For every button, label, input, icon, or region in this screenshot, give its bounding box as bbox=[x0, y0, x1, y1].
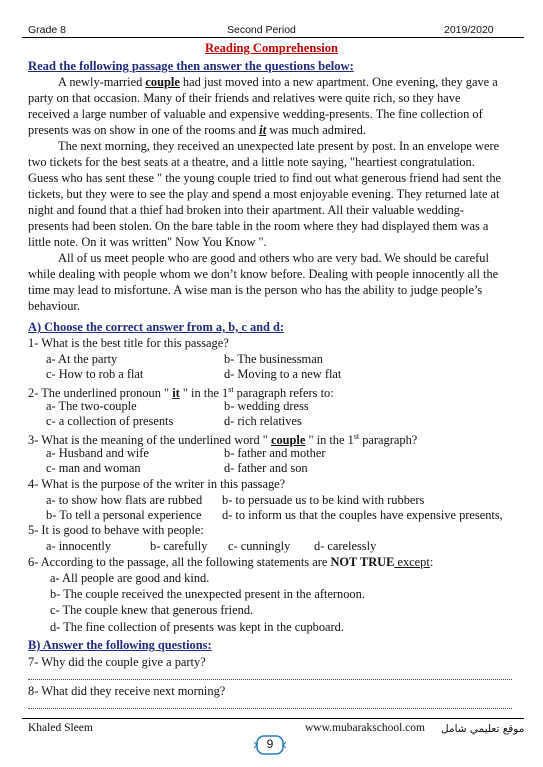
page-number: 9 bbox=[266, 737, 274, 751]
passage-line: little note. On it was written" Now You Know ". bbox=[28, 235, 267, 249]
q4-option-d[interactable]: d- to inform us that the couples have expensive presents, bbox=[222, 508, 503, 522]
underlined-it: it bbox=[259, 123, 267, 137]
passage-line: tickets, but they were to see the play and spend a most enjoyable evening. They returned late at bbox=[28, 187, 500, 201]
q5-option-c[interactable]: c- cunningly bbox=[228, 539, 291, 553]
q3-option-d[interactable]: d- father and son bbox=[224, 461, 308, 475]
page-number-badge bbox=[254, 734, 286, 756]
passage-line: presents had been stolen. On the bare table in the room where they had displayed them was a bbox=[28, 219, 489, 233]
question-6: 6- According to the passage, all the following statements are NOT TRUE except: bbox=[28, 555, 434, 569]
period-label: Second Period bbox=[227, 24, 296, 36]
header-rule bbox=[22, 37, 524, 38]
q6-option-b[interactable]: b- The couple received the unexpected present in the afternoon. bbox=[50, 587, 365, 601]
footer-rule bbox=[22, 718, 524, 719]
answer-line-7[interactable] bbox=[28, 679, 512, 680]
passage-line: behaviour. bbox=[28, 299, 80, 313]
q4-option-c[interactable]: b- To tell a personal experience bbox=[46, 508, 202, 522]
passage-line: night and found that a thief had broken into their apartment. All their valuable wedding- bbox=[28, 203, 464, 217]
question-3: 3- What is the meaning of the underlined word " couple " in the 1st paragraph? bbox=[28, 432, 418, 448]
question-8: 8- What did they receive next morning? bbox=[28, 684, 226, 698]
grade-label: Grade 8 bbox=[28, 24, 66, 36]
underlined-couple: couple bbox=[145, 75, 180, 89]
section-a-heading: A) Choose the correct answer from a, b, c and d: bbox=[28, 320, 285, 334]
question-4: 4- What is the purpose of the writer in this passage? bbox=[28, 477, 286, 491]
q1-option-d[interactable]: d- Moving to a new flat bbox=[224, 367, 342, 381]
passage-line: time may lead to misfortune. A wise man is the person who has the ability to judge people’s bbox=[28, 283, 483, 297]
site-link[interactable]: www.mubarakschool.com bbox=[305, 722, 425, 734]
passage-line: A newly-married couple had just moved into a new apartment. One evening, they gave a bbox=[58, 75, 498, 89]
q4-option-b[interactable]: b- to persuade us to be kind with rubbers bbox=[222, 493, 425, 507]
passage-line: presents was on show in one of the rooms and it was much admired. bbox=[28, 123, 366, 137]
q4-option-a[interactable]: a- to show how flats are rubbed bbox=[46, 493, 203, 507]
author-name: Khaled Sleem bbox=[28, 722, 93, 734]
q1-option-b[interactable]: b- The businessman bbox=[224, 352, 323, 366]
q6-option-d[interactable]: d- The fine collection of presents was kept in the cupboard. bbox=[50, 620, 344, 634]
q3-option-c[interactable]: c- man and woman bbox=[46, 461, 141, 475]
passage-line: All of us meet people who are good and others who are very bad. We should be careful bbox=[58, 251, 489, 265]
question-5: 5- It is good to behave with people: bbox=[28, 523, 204, 537]
passage-line: party on that occasion. Many of their friends and relatives were quite rich, so they have bbox=[28, 91, 461, 105]
passage-line: Guess who has sent these " the young couple tried to find out what generous friend had sent the bbox=[28, 171, 502, 185]
q1-option-a[interactable]: a- At the party bbox=[46, 352, 118, 366]
question-7: 7- Why did the couple give a party? bbox=[28, 655, 206, 669]
q2-option-c[interactable]: c- a collection of presents bbox=[46, 414, 174, 428]
q3-option-a[interactable]: a- Husband and wife bbox=[46, 446, 149, 460]
year-label: 2019/2020 bbox=[444, 24, 494, 36]
q5-option-d[interactable]: d- carelessly bbox=[314, 539, 377, 553]
instruction: Read the following passage then answer the questions below: bbox=[28, 59, 354, 73]
page-title: Reading Comprehension bbox=[204, 41, 339, 55]
question-1: 1- What is the best title for this passage? bbox=[28, 336, 229, 350]
passage-line: received a large number of valuable and expensive wedding-presents. The fine collection of bbox=[28, 107, 483, 121]
q5-option-a[interactable]: a- innocently bbox=[46, 539, 112, 553]
question-2: 2- The underlined pronoun " it " in the 1st paragraph refers to: bbox=[28, 385, 334, 401]
q6-option-c[interactable]: c- The couple knew that generous friend. bbox=[50, 603, 254, 617]
q5-option-b[interactable]: b- carefully bbox=[150, 539, 208, 553]
q2-option-b[interactable]: b- wedding dress bbox=[224, 399, 309, 413]
q1-option-c[interactable]: c- How to rob a flat bbox=[46, 367, 144, 381]
passage-line: while dealing with people whom we don’t know before. Dealing with people innocently all the bbox=[28, 267, 499, 281]
q3-option-b[interactable]: b- father and mother bbox=[224, 446, 326, 460]
section-b-heading: B) Answer the following questions: bbox=[28, 638, 212, 652]
answer-line-8[interactable] bbox=[28, 708, 512, 709]
q2-option-d[interactable]: d- rich relatives bbox=[224, 414, 302, 428]
passage-line: The next morning, they received an unexpected late present by post. In an envelope were bbox=[58, 139, 500, 153]
q6-option-a[interactable]: a- All people are good and kind. bbox=[50, 571, 210, 585]
q2-option-a[interactable]: a- The two-couple bbox=[46, 399, 137, 413]
passage-line: two tickets for the best seats at a theatre, and a little note saying, "heartiest congratulation. bbox=[28, 155, 475, 169]
arabic-tagline: موقع تعليمي شامل bbox=[441, 723, 525, 735]
